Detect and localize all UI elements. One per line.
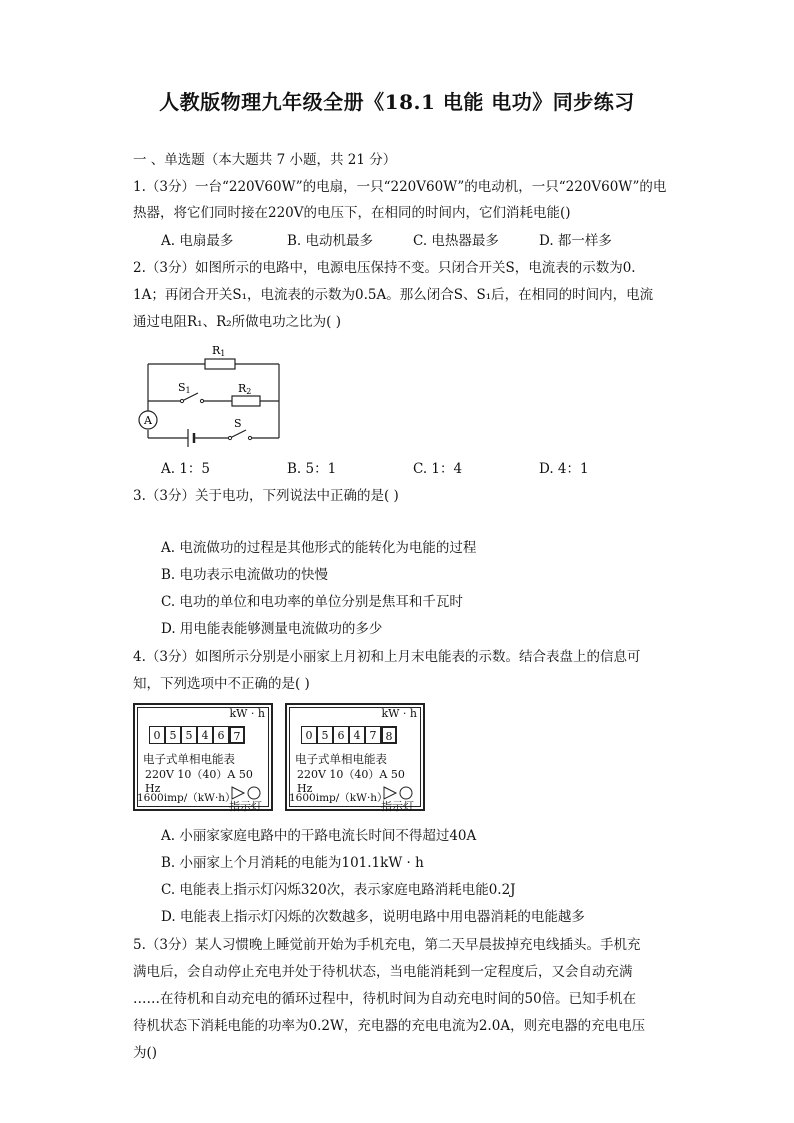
q3-option-c[interactable]: C. 电功的单位和电功率的单位分别是焦耳和千瓦时: [161, 594, 463, 610]
meter-spec: 220V 10（40）A 50 Hz: [297, 768, 405, 795]
label-r1: R1: [212, 344, 226, 358]
meter-name: 电子式单相电能表: [295, 752, 387, 766]
label-s: S: [234, 417, 242, 430]
meter-digit: 6: [213, 726, 229, 744]
meter-constant: 1600imp/（kW·h）: [289, 792, 388, 804]
q4-option-d[interactable]: D. 电能表上指示灯闪烁的次数越多，说明电路中用电器消耗的电能越多: [161, 909, 585, 925]
resistor-r1: [205, 359, 235, 369]
q3-option-d[interactable]: D. 用电能表能够测量电流做功的多少: [161, 621, 383, 637]
q4-line1: 4.（3分）如图所示分别是小丽家上月初和上月末电能表的示数。结合表盘上的信息可: [133, 649, 641, 665]
meter-unit: kW · h: [381, 707, 417, 720]
q3-line1: 3.（3分）关于电功，下列说法中正确的是( ): [133, 488, 399, 504]
q2-option-d[interactable]: D. 4：1: [539, 461, 589, 477]
q1-option-c[interactable]: C. 电热器最多: [413, 233, 499, 249]
resistor-r2: [232, 396, 260, 406]
indicator-label: 指示灯: [381, 800, 414, 813]
indicator-label: 指示灯: [229, 800, 262, 813]
q1-line2: 热器，将它们同时接在220V的电压下，在相同的时间内，它们消耗电能(): [133, 205, 571, 221]
meter-digit: 6: [333, 726, 349, 744]
meter-month-start: [133, 703, 273, 811]
q3-option-a[interactable]: A. 电流做功的过程是其他形式的能转化为电能的过程: [161, 540, 477, 556]
label-r2: R2: [238, 382, 252, 396]
q2-line3: 通过电阻R₁、R₂所做电功之比为( ): [133, 314, 341, 330]
meter-digit-decimal: 7: [229, 726, 245, 744]
meter-unit: kW · h: [229, 707, 265, 720]
meter-digits: [301, 726, 397, 744]
q4-option-b[interactable]: B. 小丽家上个月消耗的电能为101.1kW · h: [161, 855, 424, 871]
meter-digit: 5: [181, 726, 197, 744]
q4-option-c[interactable]: C. 电能表上指示灯闪烁320次，表示家庭电路消耗电能0.2J: [161, 882, 516, 898]
meter-digit: 0: [301, 726, 317, 744]
q3-option-b[interactable]: B. 电功表示电流做功的快慢: [161, 567, 329, 583]
q1-option-a[interactable]: A. 电扇最多: [161, 233, 234, 249]
q2-option-b[interactable]: B. 5：1: [287, 461, 337, 477]
meter-digit: 4: [197, 726, 213, 744]
meter-digit: 7: [365, 726, 381, 744]
label-s1: S1: [178, 381, 191, 395]
q1-option-d[interactable]: D. 都一样多: [539, 233, 612, 249]
page-title: 人教版物理九年级全册《18.1 电能 电功》同步练习: [159, 90, 635, 114]
q2-option-a[interactable]: A. 1：5: [161, 461, 211, 477]
q4-line2: 知，下列选项中不正确的是( ): [133, 676, 310, 692]
q2-line1: 2.（3分）如图所示的电路中，电源电压保持不变。只闭合开关S，电流表的示数为0.: [133, 260, 636, 276]
q5-line4: 待机状态下消耗电能的功率为0.2W，充电器的充电电流为2.0A，则充电器的充电电压: [133, 1018, 646, 1034]
q5-line3: ……在待机和自动充电的循环过程中，待机时间为自动充电时间的50倍。已知手机在: [133, 991, 637, 1007]
meter-digit: 4: [349, 726, 365, 744]
meter-spec: 220V 10（40）A 50 Hz: [145, 768, 253, 795]
meter-digit: 0: [149, 726, 165, 744]
section-heading: 一 、单选题（本大题共 7 小题，共 21 分）: [133, 152, 397, 168]
meter-constant: 1600imp/（kW·h）: [137, 792, 236, 804]
q5-line5: 为(): [133, 1045, 158, 1061]
q1-line1: 1.（3分）一台“220V60W”的电扇，一只“220V60W”的电动机，一只“220V60W”的电: [133, 179, 667, 195]
q5-line1: 5.（3分）某人习惯晚上睡觉前开始为手机充电，第二天早晨拔掉充电线插头。手机充: [133, 937, 641, 953]
meter-digit: 5: [165, 726, 181, 744]
meter-digit: 5: [317, 726, 333, 744]
q2-line2: 1A；再闭合开关S₁，电流表的示数为0.5A。那么闭合S、S₁后，在相同的时间内，电流: [133, 287, 654, 303]
meter-name: 电子式单相电能表: [143, 752, 235, 766]
q2-option-c[interactable]: C. 1：4: [413, 461, 463, 477]
meter-digit-decimal: 8: [381, 726, 397, 744]
q1-option-b[interactable]: B. 电动机最多: [287, 233, 374, 249]
circuit-diagram: [130, 338, 290, 448]
meter-digits: [149, 726, 245, 744]
switch-s: [230, 430, 246, 438]
meter-month-end: [285, 703, 425, 811]
q4-option-a[interactable]: A. 小丽家家庭电路中的干路电流长时间不得超过40A: [161, 828, 477, 844]
label-ammeter: A: [144, 414, 152, 427]
q5-line2: 满电后，会自动停止充电并处于待机状态，当电能消耗到一定程度后，又会自动充满: [133, 964, 633, 980]
